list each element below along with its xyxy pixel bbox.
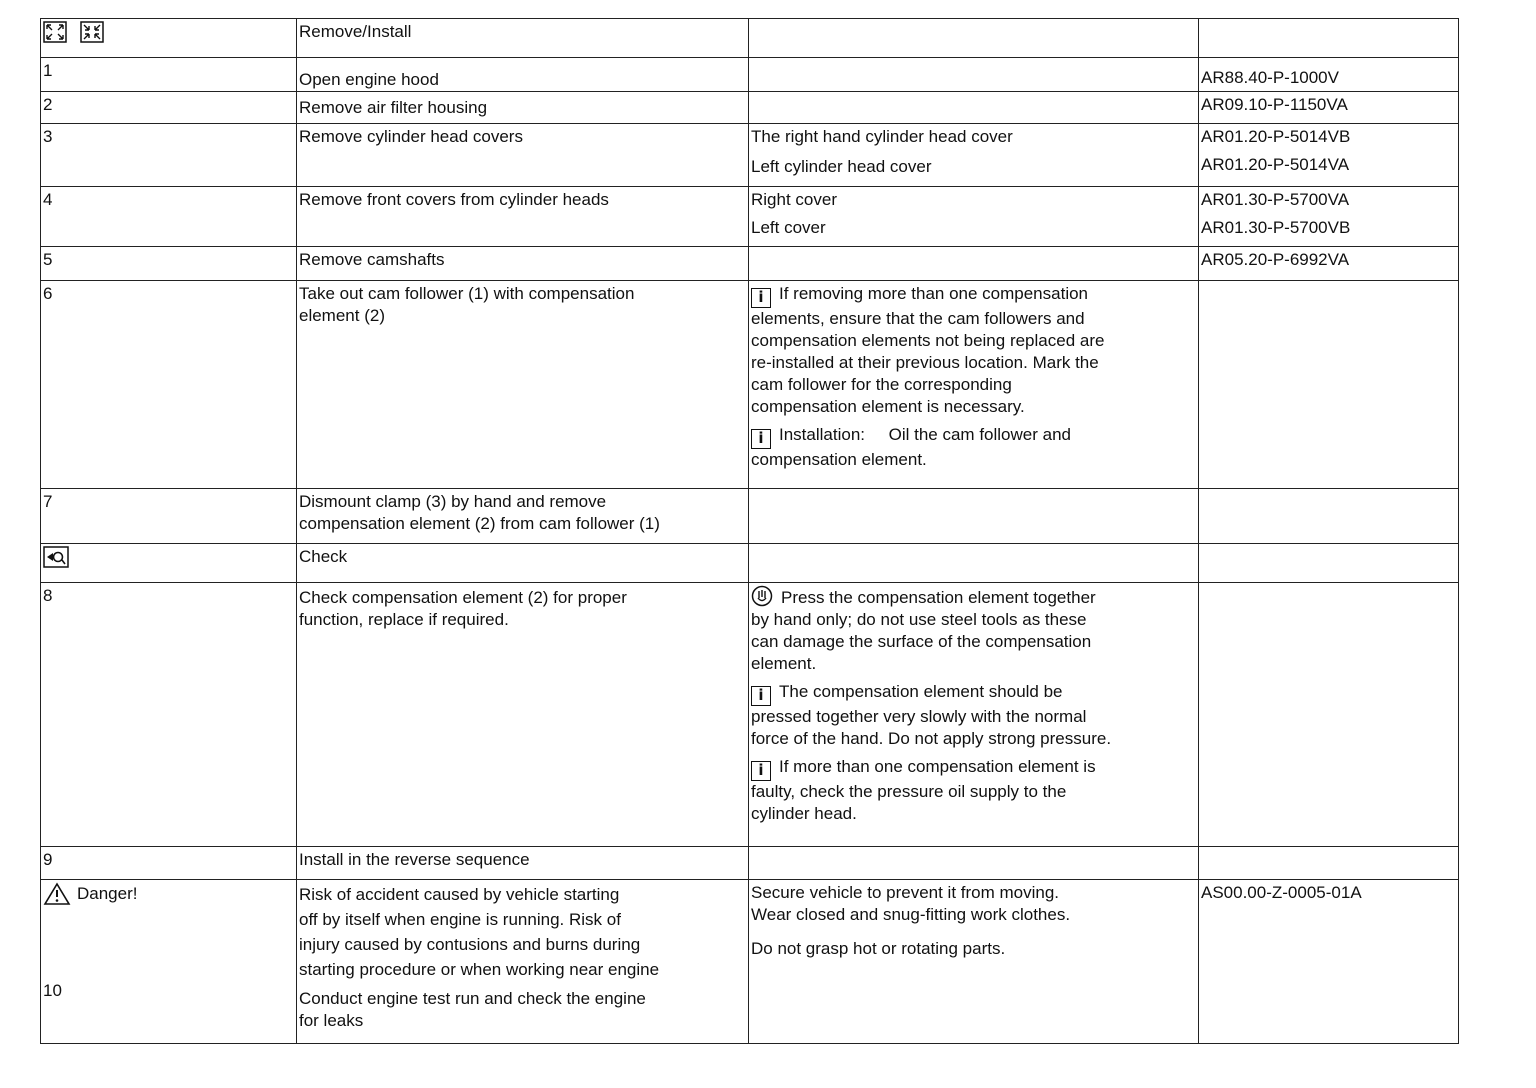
step10-action: Conduct engine test run and check the engine for leaks [299, 989, 646, 1030]
step-row [41, 247, 1459, 281]
reference-code: AR01.30-P-5700VB [1201, 218, 1351, 237]
check-label: Check [299, 547, 348, 566]
step-number: 5 [43, 250, 53, 269]
step-action: Remove camshafts [299, 250, 445, 269]
danger-label: Danger! [77, 884, 138, 903]
step-number: 1 [43, 61, 53, 80]
note-line: Left cover [751, 218, 826, 237]
danger-heading [43, 882, 294, 906]
info-icon: i [751, 429, 771, 449]
step-row [41, 489, 1459, 544]
step-number: 8 [43, 586, 53, 605]
remove-arrows-icon [43, 21, 67, 43]
step-action-line: element (2) [299, 306, 385, 325]
step-row [41, 281, 1459, 489]
repair-procedure-table [40, 18, 1459, 1044]
step-number: 3 [43, 127, 53, 146]
danger-measure: Do not grasp hot or rotating parts. [751, 939, 1006, 958]
remove-install-icons [41, 19, 297, 58]
info-icon: i [751, 686, 771, 706]
reference-code: AR01.20-P-5014VB [1201, 127, 1351, 146]
info-note: i The compensation element should be pressed together very slowly with the normal force of the hand. Do not apply strong pressure. [751, 682, 1112, 748]
danger-risk: Risk of accident caused by vehicle starting off by itself when engine is running. Risk of injury caused by contusions and burns during starting procedure or when working near engine [299, 885, 660, 979]
install-arrows-icon [80, 21, 104, 43]
step-row [41, 124, 1459, 187]
step-row [41, 187, 1459, 247]
reference-code: AR01.30-P-5700VA [1201, 190, 1350, 209]
step-row [41, 58, 1459, 92]
step-action: Install in the reverse sequence [299, 850, 530, 869]
step-number: 9 [43, 850, 53, 869]
step-action-line: compensation element (2) from cam follower (1) [299, 514, 660, 533]
step-row [41, 583, 1459, 847]
note-line: The right hand cylinder head cover [751, 127, 1013, 146]
step-action-line: Dismount clamp (3) by hand and remove [299, 492, 607, 511]
step-number: 4 [43, 190, 53, 209]
note-line: Left cylinder head cover [751, 157, 932, 176]
danger-measures: Secure vehicle to prevent it from moving. Wear closed and snug-fitting work clothes. [751, 883, 1071, 924]
info-icon: i [751, 761, 771, 781]
step-action: Open engine hood [299, 70, 439, 89]
step-row [41, 847, 1459, 880]
step-action-line: Check compensation element (2) for proper [299, 588, 627, 607]
info-note: i Installation: Oil the cam follower and compensation element. [751, 425, 1071, 469]
check-row [41, 544, 1459, 583]
warning-triangle-icon [43, 882, 71, 906]
info-note: i If removing more than one compensation elements, ensure that the cam followers and compensation elements not being replaced are re-installed at their previous location. Mark the cam follower for the corresponding compensation element is necessary. [751, 284, 1105, 416]
caution-note: Press the compensation element together by hand only; do not use steel tools as these can damage the surface of the compensation element. [751, 585, 1196, 675]
step-number: 2 [43, 95, 53, 114]
reference-code: AR01.20-P-5014VA [1201, 155, 1350, 174]
info-icon: i [751, 288, 771, 308]
reference-code: AS00.00-Z-0005-01A [1201, 883, 1362, 902]
note-line: Right cover [751, 190, 837, 209]
step-action: Remove front covers from cylinder heads [299, 190, 609, 209]
step-number: 10 [43, 981, 62, 1000]
header-row [41, 19, 1459, 58]
danger-row [41, 880, 1459, 1044]
reference-code: AR05.20-P-6992VA [1201, 250, 1350, 269]
step-row [41, 92, 1459, 124]
step-action-line: function, replace if required. [299, 610, 509, 629]
step-number: 6 [43, 284, 53, 303]
check-magnifier-icon [43, 546, 69, 568]
reference-code: AR09.10-P-1150VA [1201, 95, 1348, 114]
info-note: i If more than one compensation element is faulty, check the pressure oil supply to the cylinder head. [751, 757, 1096, 823]
step-action: Remove air filter housing [299, 98, 488, 117]
step-action-line: Take out cam follower (1) with compensation [299, 284, 635, 303]
caution-hand-icon [751, 585, 773, 607]
header-title: Remove/Install [299, 22, 412, 41]
step-number: 7 [43, 492, 53, 511]
reference-code: AR88.40-P-1000V [1201, 68, 1339, 87]
step-action: Remove cylinder head covers [299, 127, 523, 146]
